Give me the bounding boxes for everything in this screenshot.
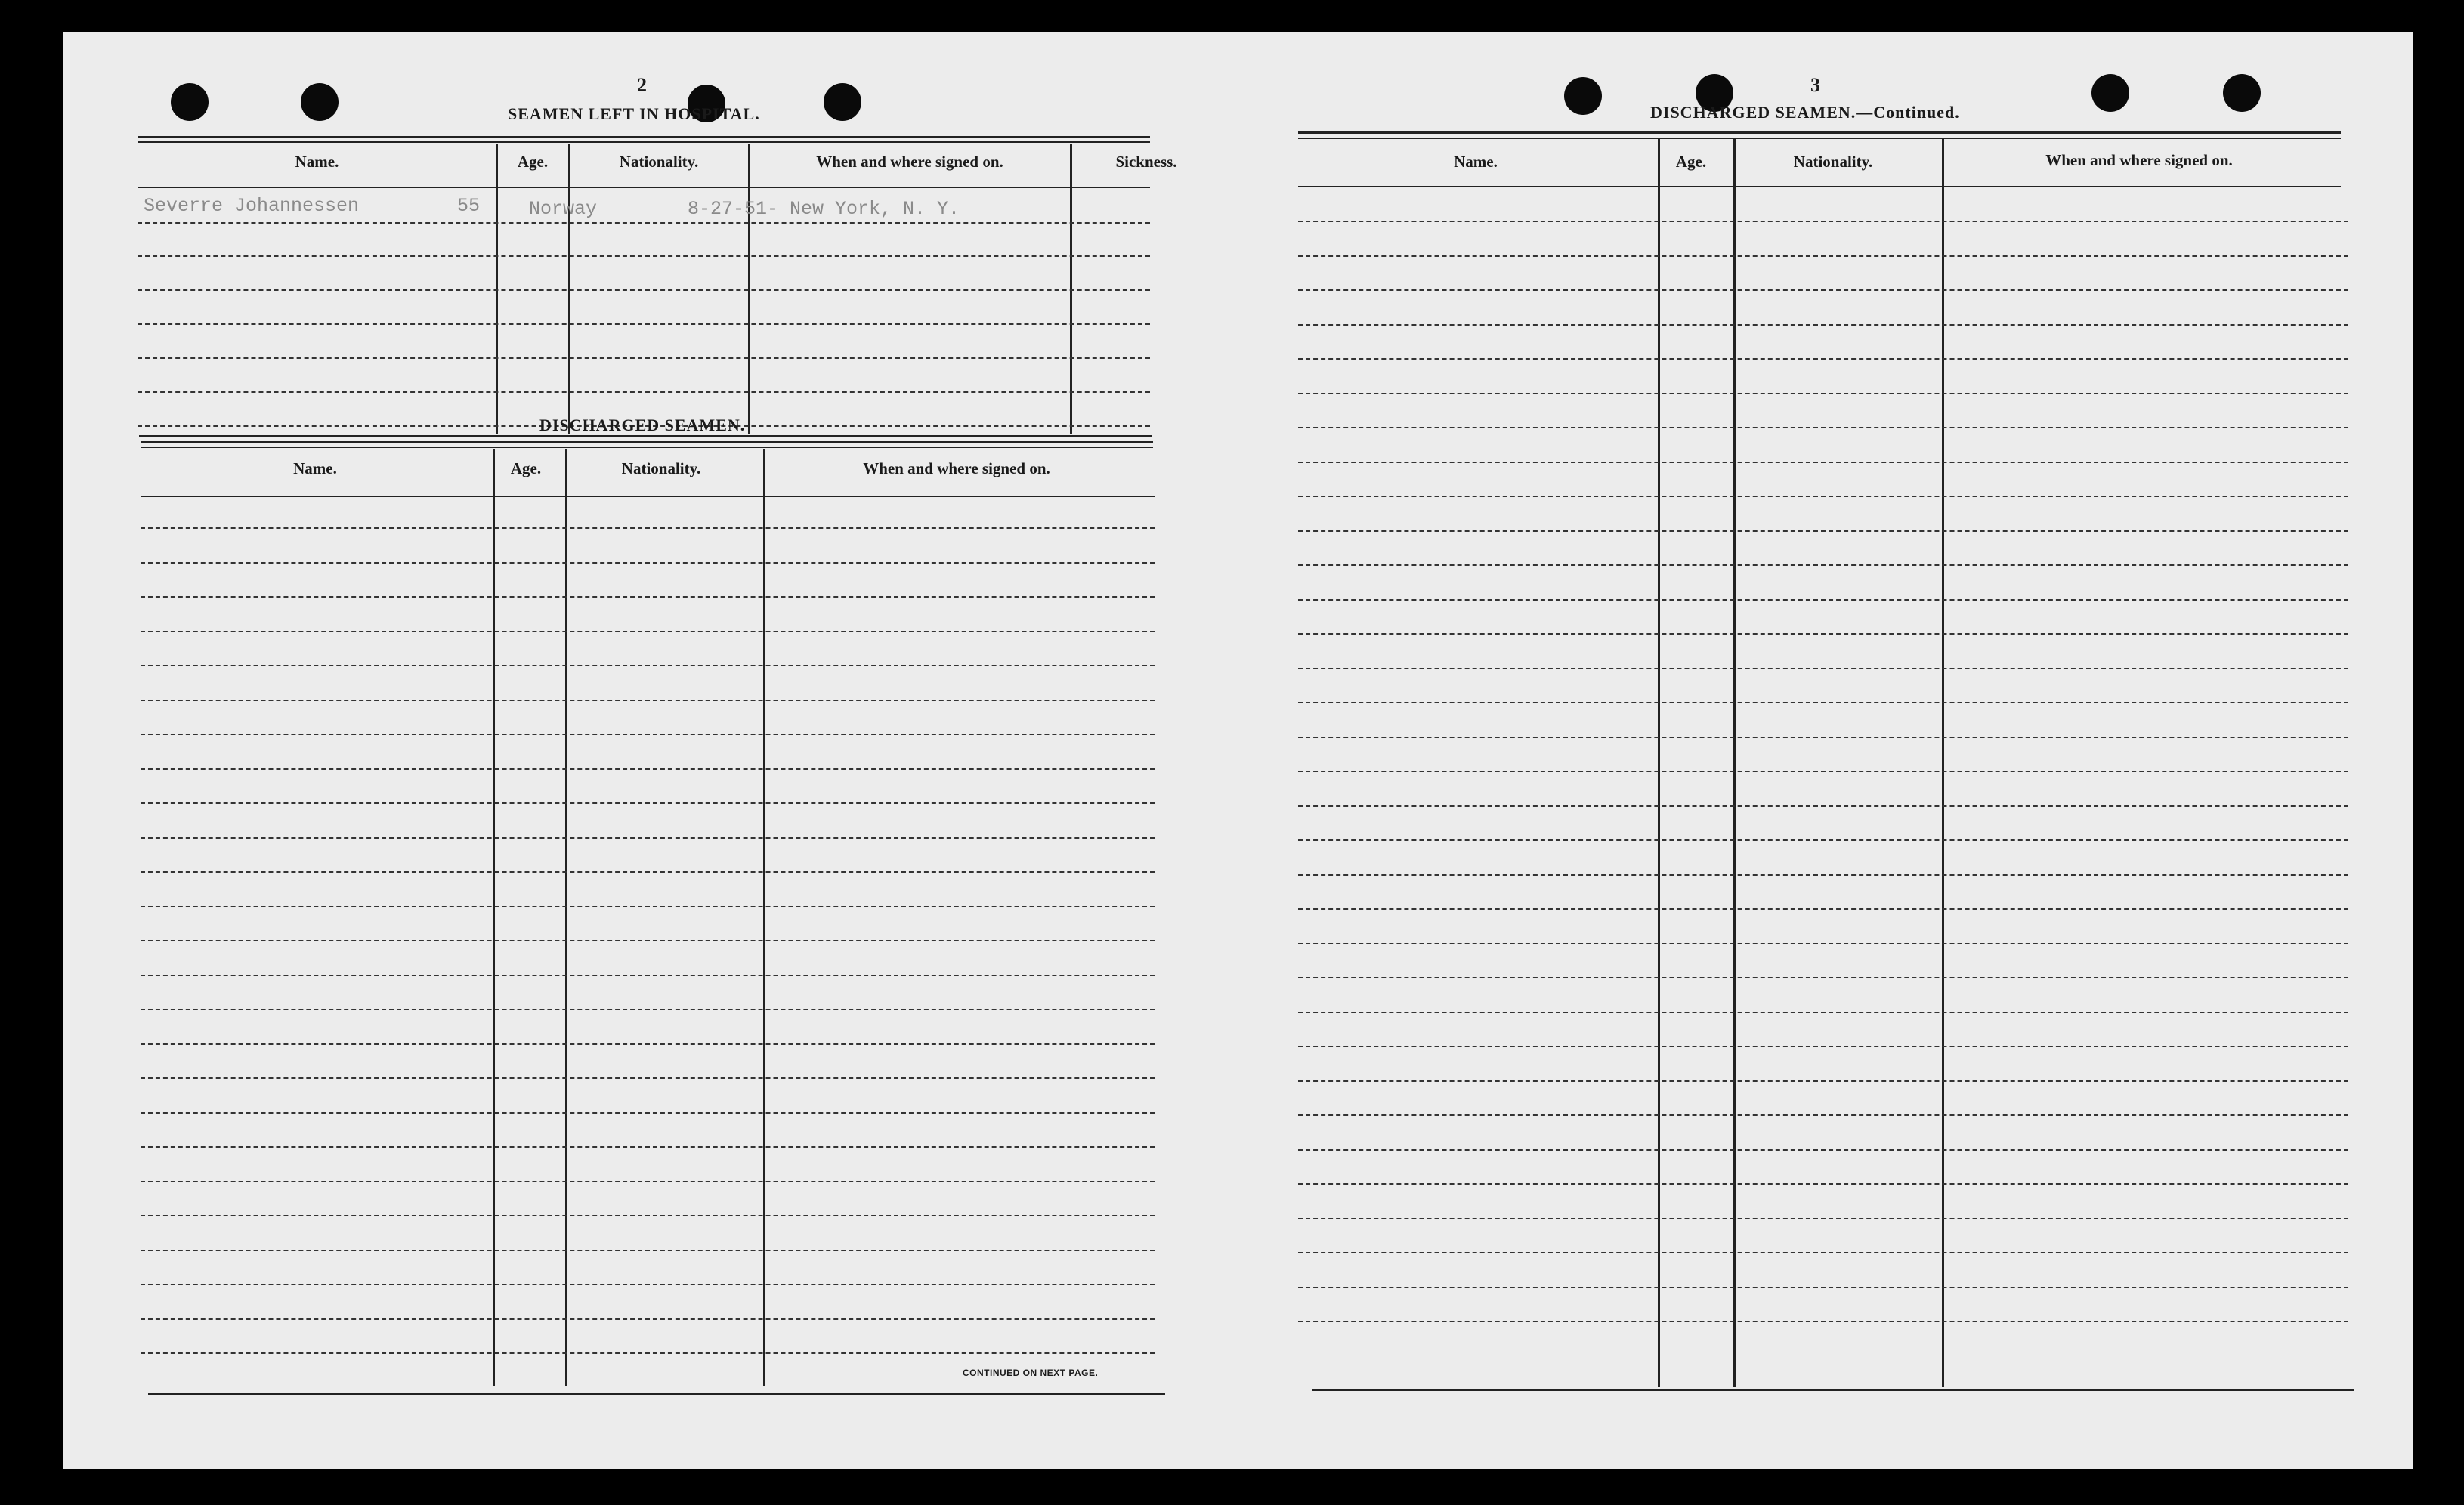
row-line <box>138 255 1150 257</box>
row-line <box>1298 668 2348 669</box>
row-line <box>1298 221 2348 222</box>
discharged-continued-title: DISCHARGED SEAMEN.—Continued. <box>1650 103 1960 122</box>
row-line <box>1298 462 2348 463</box>
seaman-age: 55 <box>457 195 481 217</box>
rule <box>138 136 1150 138</box>
row-line <box>1298 324 2348 326</box>
row-line <box>1298 977 2348 978</box>
col-header-signed-on: When and where signed on. <box>816 153 1003 171</box>
row-line <box>141 802 1155 804</box>
col-header-nationality: Nationality. <box>621 459 701 477</box>
punch-hole <box>2223 74 2261 112</box>
row-line <box>1298 805 2348 807</box>
row-line <box>1298 599 2348 601</box>
row-line <box>1298 358 2348 360</box>
seaman-nationality: Norway <box>529 198 598 220</box>
row-line <box>141 871 1155 873</box>
row-line <box>141 1352 1155 1354</box>
row-line <box>1298 1114 2348 1116</box>
row-line <box>141 1318 1155 1320</box>
row-line <box>1298 943 2348 944</box>
row-line <box>1298 1080 2348 1082</box>
rule <box>138 187 1150 188</box>
rule <box>1298 131 2341 134</box>
row-line <box>141 527 1155 529</box>
rule <box>139 435 1152 437</box>
row-line <box>1298 427 2348 428</box>
col-header-signed-on: When and where signed on. <box>2045 151 2233 169</box>
punch-hole <box>171 83 209 121</box>
row-line <box>1298 393 2348 394</box>
row-line <box>141 631 1155 632</box>
row-line <box>1298 702 2348 703</box>
row-line <box>138 289 1150 291</box>
row-line <box>138 357 1150 359</box>
row-line <box>141 1043 1155 1045</box>
rule <box>1312 1389 2354 1391</box>
row-line <box>1298 633 2348 635</box>
col-header-sickness: Sickness. <box>1115 153 1177 171</box>
row-line <box>141 1146 1155 1148</box>
row-line <box>1298 255 2348 257</box>
punch-hole <box>824 83 861 121</box>
column-divider <box>1658 139 1660 1387</box>
row-line <box>141 1077 1155 1079</box>
row-line <box>1298 1149 2348 1151</box>
row-line <box>141 768 1155 770</box>
row-line <box>141 734 1155 735</box>
punch-hole <box>1564 77 1602 115</box>
row-line <box>1298 1218 2348 1219</box>
row-line <box>1298 289 2348 291</box>
manifest-sheet <box>63 32 2413 1469</box>
row-line <box>1298 1012 2348 1013</box>
column-divider <box>763 449 765 1386</box>
row-line <box>1298 530 2348 532</box>
discharged-section-title: DISCHARGED SEAMEN. <box>539 416 746 434</box>
rule <box>148 1393 1165 1395</box>
col-header-name: Name. <box>293 459 337 477</box>
col-header-signed-on: When and where signed on. <box>863 459 1050 477</box>
row-line <box>1298 771 2348 772</box>
column-divider <box>493 449 495 1386</box>
row-line <box>1298 496 2348 497</box>
row-line <box>138 222 1150 224</box>
row-line <box>141 1009 1155 1010</box>
col-header-age: Age. <box>517 153 549 171</box>
row-line <box>1298 1287 2348 1288</box>
column-divider <box>565 449 567 1386</box>
row-line <box>1298 564 2348 566</box>
row-line <box>1298 1183 2348 1185</box>
row-line <box>141 665 1155 666</box>
row-line <box>141 1250 1155 1251</box>
row-line <box>141 562 1155 564</box>
hospital-section-title: SEAMEN LEFT IN HOSPITAL. <box>508 104 760 123</box>
row-line <box>1298 737 2348 738</box>
col-header-nationality: Nationality. <box>1793 153 1873 171</box>
rule <box>1298 138 2341 139</box>
col-header-name: Name. <box>1454 153 1498 171</box>
continued-note: CONTINUED ON NEXT PAGE. <box>963 1367 1099 1378</box>
col-header-name: Name. <box>295 153 339 171</box>
row-line <box>141 975 1155 976</box>
rule <box>141 447 1153 448</box>
row-line <box>1298 874 2348 876</box>
rule <box>138 141 1150 143</box>
column-divider <box>1733 139 1736 1387</box>
row-line <box>141 906 1155 907</box>
rule <box>141 496 1155 497</box>
row-line <box>1298 1046 2348 1047</box>
column-divider <box>1942 139 1944 1387</box>
row-line <box>141 1215 1155 1216</box>
col-header-nationality: Nationality. <box>619 153 699 171</box>
row-line <box>141 1284 1155 1285</box>
punch-hole <box>301 83 339 121</box>
row-line <box>141 1112 1155 1114</box>
row-line <box>1298 1321 2348 1322</box>
page-number: 2 <box>637 74 647 96</box>
col-header-age: Age. <box>1675 153 1707 171</box>
row-line <box>138 323 1150 325</box>
row-line <box>141 1181 1155 1182</box>
row-line <box>138 391 1150 393</box>
seaman-signed-on: 8-27-51- New York, N. Y. <box>688 198 960 220</box>
row-line <box>141 940 1155 941</box>
punch-hole <box>2091 74 2129 112</box>
rule <box>1298 186 2341 187</box>
row-line <box>1298 1252 2348 1253</box>
page-number: 3 <box>1810 74 1820 96</box>
row-line <box>141 596 1155 598</box>
row-line <box>1298 839 2348 841</box>
row-line <box>141 700 1155 701</box>
row-line <box>141 837 1155 839</box>
col-header-age: Age. <box>510 459 542 477</box>
rule <box>141 441 1153 443</box>
seaman-name: Severre Johannessen <box>144 195 360 217</box>
row-line <box>1298 908 2348 910</box>
